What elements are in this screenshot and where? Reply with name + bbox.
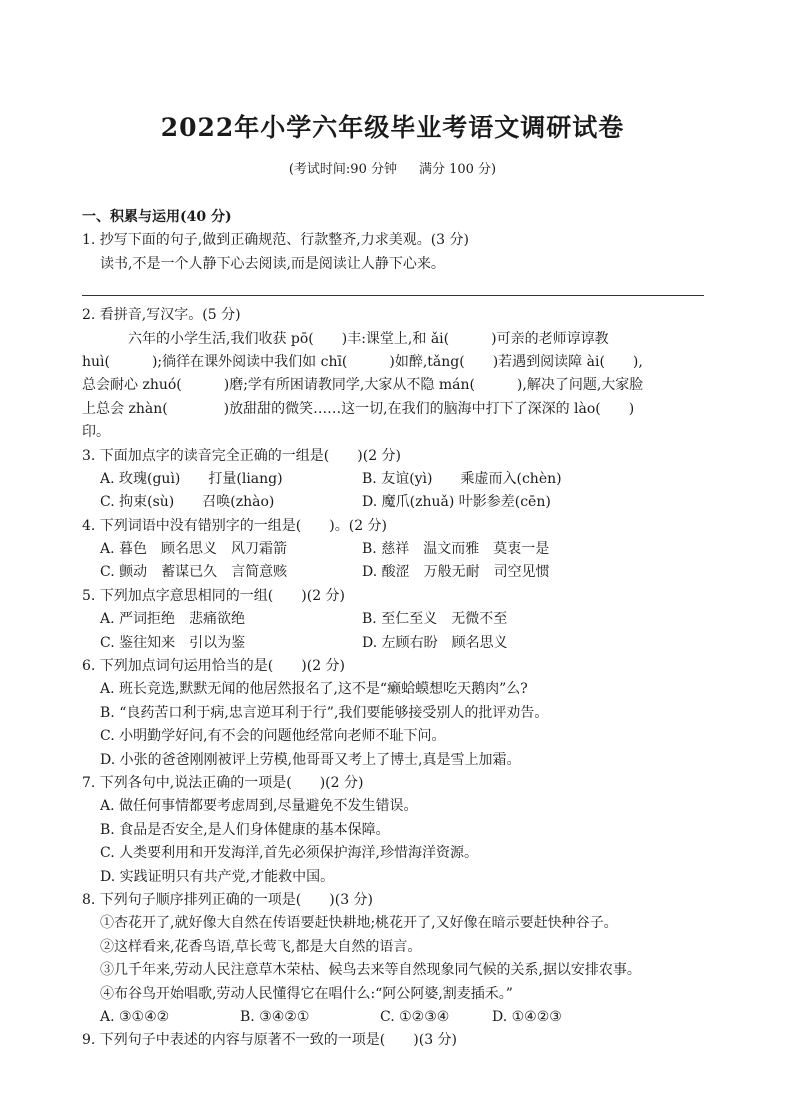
q8-sentence-4: ④布谷鸟开始唱歌,劳动人民懂得它在唱什么:“阿公阿婆,割麦插禾。” <box>100 985 513 1002</box>
q6-option-d[interactable]: D. 小张的爸爸刚刚被评上劳模,他哥哥又考上了博士,真是雪上加霜。 <box>100 751 521 768</box>
q5-option-b[interactable]: B. 至仁至义 无微不至 <box>362 611 508 628</box>
q8-options-row <box>82 1006 704 1029</box>
q7-option-c[interactable]: C. 人类要利用和开发海洋,首先必须保护海洋,珍惜海洋资源。 <box>100 845 479 862</box>
q8-sentence-2: ②这样看来,花香鸟语,草长莺飞,都是大自然的语言。 <box>100 938 422 955</box>
q7-option-d[interactable]: D. 实践证明只有共产党,才能救中国。 <box>100 868 335 885</box>
q4-option-d[interactable]: D. 酸涩 万般无耐 司空见惯 <box>362 564 550 581</box>
q5-options-row-2 <box>82 632 704 655</box>
exam-time: (考试时间:90 分钟 <box>288 162 397 177</box>
q1-sentence: 读书,不是一个人静下心去阅读,而是阅读让人静下心来。 <box>100 255 445 272</box>
q5-option-d[interactable]: D. 左顾右盼 顾名思义 <box>362 634 508 651</box>
q8-sentence-1: ①杏花开了,就好像大自然在传语要赶快耕地;桃花开了,又好像在暗示要赶快种谷子。 <box>100 915 618 932</box>
q3-option-c[interactable]: C. 拘束(sù) 召唤(zhào) <box>100 494 275 511</box>
q3-option-d[interactable]: D. 魔爪(zhuǎ) 叶影参差(cēn) <box>362 494 551 511</box>
q2-line-5: 印。 <box>82 424 110 441</box>
q4-stem: 4. 下列词语中没有错别字的一组是( )。(2 分) <box>82 517 388 534</box>
q6-option-b[interactable]: B. “良药苦口利于病,忠言逆耳利于行”,我们要能够接受别人的批评劝告。 <box>100 704 549 721</box>
q8-sentence-3: ③几千年来,劳动人民注意草木荣枯、候鸟去来等自然现象同气候的关系,据以安排农事。 <box>100 962 641 979</box>
exam-title: 2022年小学六年级毕业考语文调研试卷 <box>160 113 625 142</box>
q8-option-c[interactable]: C. ①②③④ <box>380 1008 450 1025</box>
q2-line-2: huì( );徜徉在课外阅读中我们如 chī( )如醉,tǎng( )若遇到阅读障 ài( ), <box>82 353 643 370</box>
q8-option-b[interactable]: B. ③④②① <box>240 1008 310 1025</box>
exam-subtitle <box>0 158 785 177</box>
q3-options-row-1 <box>82 468 704 491</box>
q6-stem: 6. 下列加点词句运用恰当的是( )(2 分) <box>82 658 346 675</box>
q2-line-1: 六年的小学生活,我们收获 pō( )丰:课堂上,和 ǎi( )可亲的老师谆谆教 <box>128 330 609 347</box>
q2-line-4: 上总会 zhàn( )放甜甜的微笑……这一切,在我们的脑海中打下了深深的 lào( ) <box>82 400 635 417</box>
q9-stem: 9. 下列句子中表述的内容与原著不一致的一项是( )(3 分) <box>82 1032 458 1049</box>
q2-stem: 2. 看拼音,写汉字。(5 分) <box>82 307 241 324</box>
exam-score: 满分 100 分) <box>418 162 497 177</box>
q6-option-c[interactable]: C. 小明勤学好问,有不会的问题他经常向老师不耻下问。 <box>100 728 446 745</box>
q5-option-a[interactable]: A. 严词拒绝 悲痛欲绝 <box>100 611 246 628</box>
q5-stem: 5. 下列加点字意思相同的一组( )(2 分) <box>82 587 346 604</box>
q3-option-b[interactable]: B. 友谊(yì) 乘虚而入(chèn) <box>362 470 562 487</box>
q6-option-a[interactable]: A. 班长竞选,默默无闻的他居然报名了,这不是“癞蛤蟆想吃天鹅肉”么? <box>100 681 528 698</box>
q8-option-d[interactable]: D. ①④②③ <box>492 1008 562 1025</box>
q7-option-b[interactable]: B. 食品是否安全,是人们身体健康的基本保障。 <box>100 821 390 838</box>
q8-stem: 8. 下列句子顺序排列正确的一项是( )(3 分) <box>82 891 374 908</box>
q2-line-3: 总会耐心 zhuó( )磨;学有所困请教同学,大家从不隐 mán( ),解决了问题,大家脸 <box>82 377 644 394</box>
q4-option-b[interactable]: B. 慈祥 温文而雅 莫衷一是 <box>362 541 550 558</box>
section-heading: 一、积累与运用(40 分) <box>82 209 232 225</box>
q3-stem: 3. 下面加点字的读音完全正确的一组是( )(2 分) <box>82 447 402 464</box>
q4-option-a[interactable]: A. 暮色 顾名思义 风刀霜箭 <box>100 541 288 558</box>
q5-options-row-1 <box>82 608 704 631</box>
q4-options-row-2 <box>82 561 704 584</box>
q5-option-c[interactable]: C. 鉴往知来 引以为鉴 <box>100 634 246 651</box>
exam-content <box>82 206 704 1053</box>
q1-answer-line[interactable] <box>82 279 704 296</box>
q4-options-row-1 <box>82 538 704 561</box>
q3-options-row-2 <box>82 491 704 514</box>
q7-stem: 7. 下列各句中,说法正确的一项是( )(2 分) <box>82 774 364 791</box>
q1-stem: 1. 抄写下面的句子,做到正确规范、行款整齐,力求美观。(3 分) <box>82 232 469 249</box>
q8-option-a[interactable]: A. ③①④② <box>100 1008 170 1025</box>
q4-option-c[interactable]: C. 颤动 蓄谋已久 言简意赅 <box>100 564 288 581</box>
q7-option-a[interactable]: A. 做任何事情都要考虑周到,尽量避免不发生错误。 <box>100 798 418 815</box>
q3-option-a[interactable]: A. 玫瑰(guì) 打量(liang) <box>100 470 283 487</box>
